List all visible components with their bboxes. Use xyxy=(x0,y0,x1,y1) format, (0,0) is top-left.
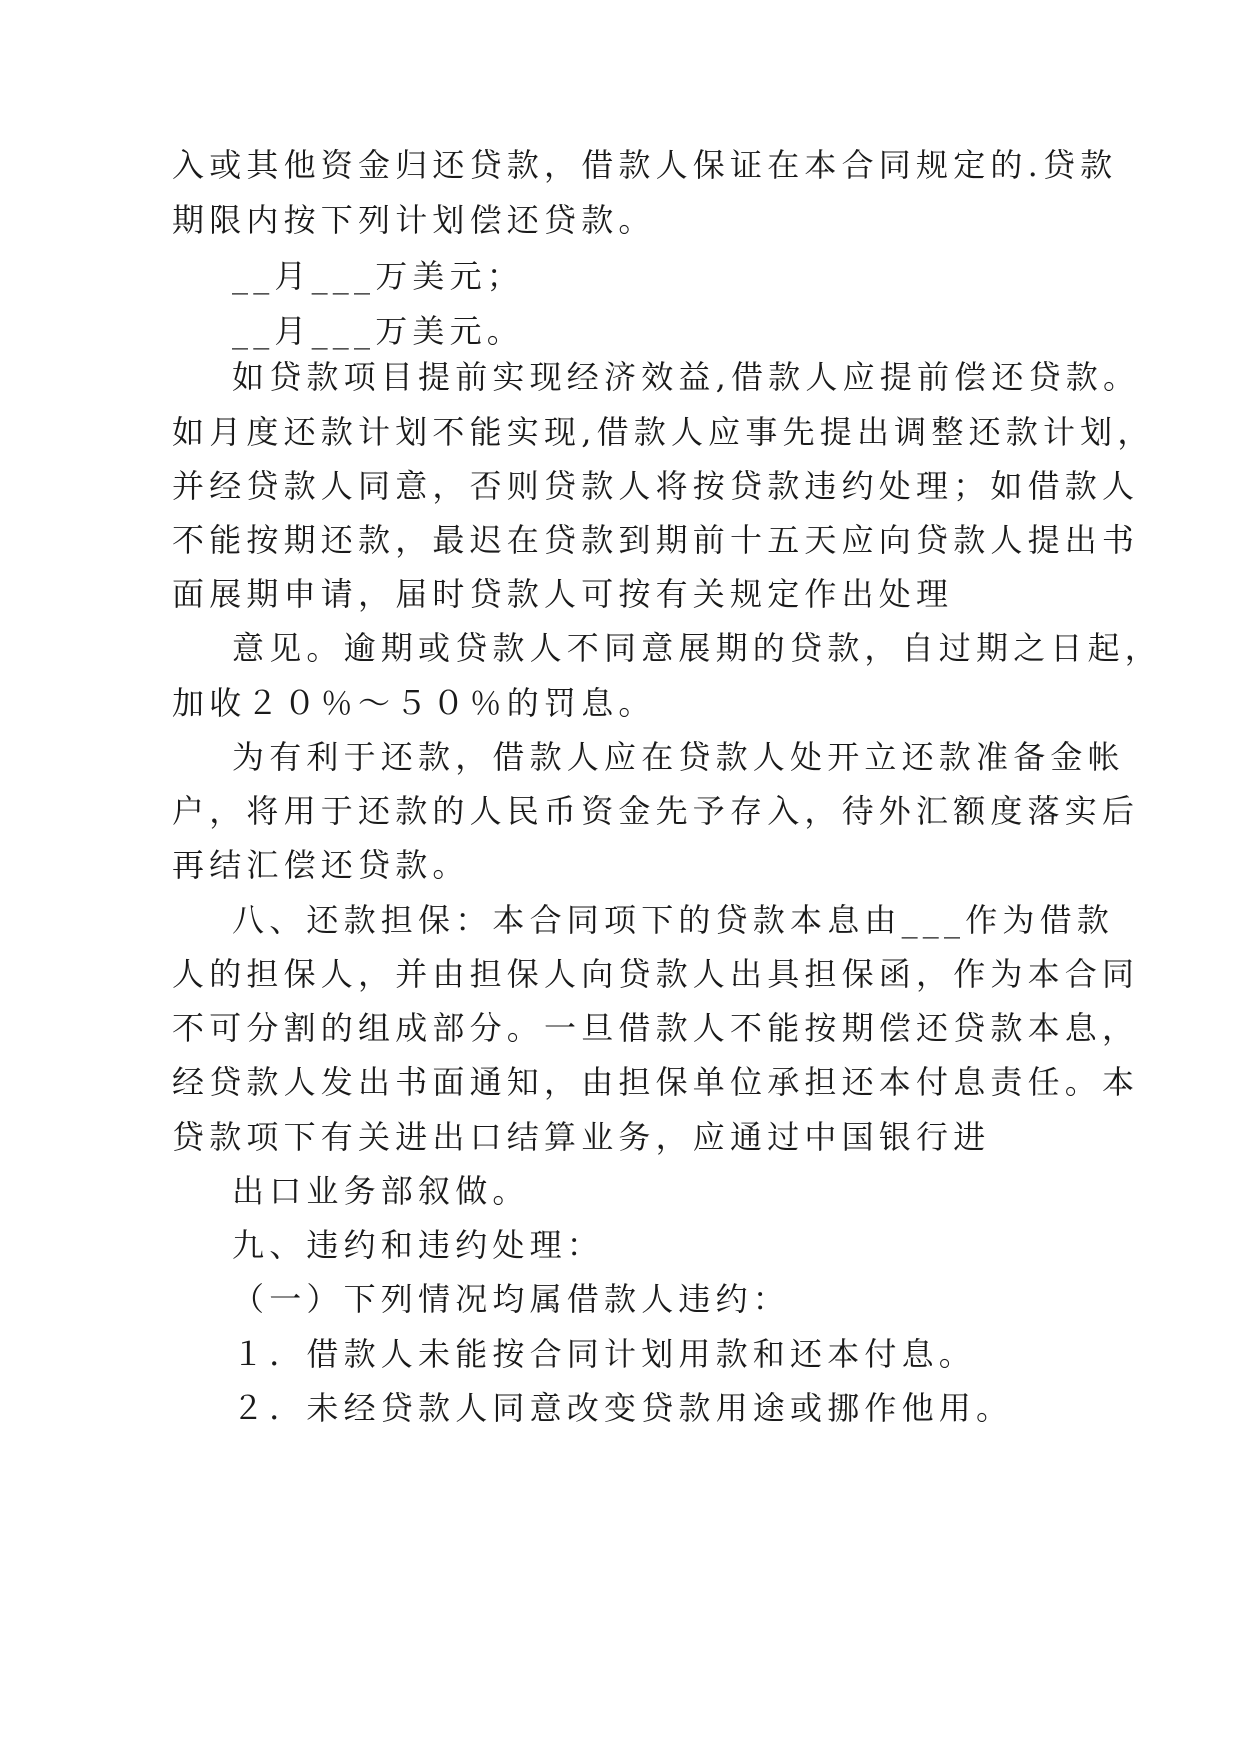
text-line: 再结汇偿还贷款。 xyxy=(172,846,470,884)
text-line: 期限内按下列计划偿还贷款。 xyxy=(172,201,656,239)
text-line: 并经贷款人同意，否则贷款人将按贷款违约处理；如借款人 xyxy=(172,467,1140,505)
text-line: 为有利于还款，借款人应在贷款人处开立还款准备金帐 xyxy=(232,738,1125,776)
text-line: ２．未经贷款人同意改变贷款用途或挪作他用。 xyxy=(232,1389,1014,1427)
text-line: __月___万美元； xyxy=(232,257,525,295)
text-line: 不能按期还款，最迟在贷款到期前十五天应向贷款人提出书 xyxy=(172,521,1140,559)
text-line: 出口业务部叙做。 xyxy=(232,1172,530,1210)
text-line: 经贷款人发出书面通知，由担保单位承担还本付息责任。本 xyxy=(172,1063,1140,1101)
text-line: __月___万美元。 xyxy=(232,312,525,350)
text-line: 九、违约和违约处理： xyxy=(232,1226,605,1264)
text-line: 户，将用于还款的人民币资金先予存入，待外汇额度落实后 xyxy=(172,792,1140,830)
text-line: 人的担保人，并由担保人向贷款人出具担保函，作为本合同 xyxy=(172,955,1140,993)
text-line: 意见。逾期或贷款人不同意展期的贷款，自过期之日起， xyxy=(232,629,1163,667)
text-line: 面展期申请，届时贷款人可按有关规定作出处理 xyxy=(172,575,954,613)
text-line: 加收２０％～５０％的罚息。 xyxy=(172,684,656,722)
text-line: 贷款项下有关进出口结算业务，应通过中国银行进 xyxy=(172,1118,991,1156)
text-line: 不可分割的组成部分。一旦借款人不能按期偿还贷款本息， xyxy=(172,1009,1140,1047)
text-line: 八、还款担保：本合同项下的贷款本息由___作为借款 xyxy=(232,901,1115,939)
text-line: 入或其他资金归还贷款，借款人保证在本合同规定的.贷款 xyxy=(172,146,1118,184)
text-line: 如月度还款计划不能实现,借款人应事先提出调整还款计划， xyxy=(172,413,1155,451)
text-line: １．借款人未能按合同计划用款和还本付息。 xyxy=(232,1335,977,1373)
text-line: 如贷款项目提前实现经济效益,借款人应提前偿还贷款。 xyxy=(232,358,1141,396)
text-line: （一）下列情况均属借款人违约： xyxy=(232,1280,791,1318)
